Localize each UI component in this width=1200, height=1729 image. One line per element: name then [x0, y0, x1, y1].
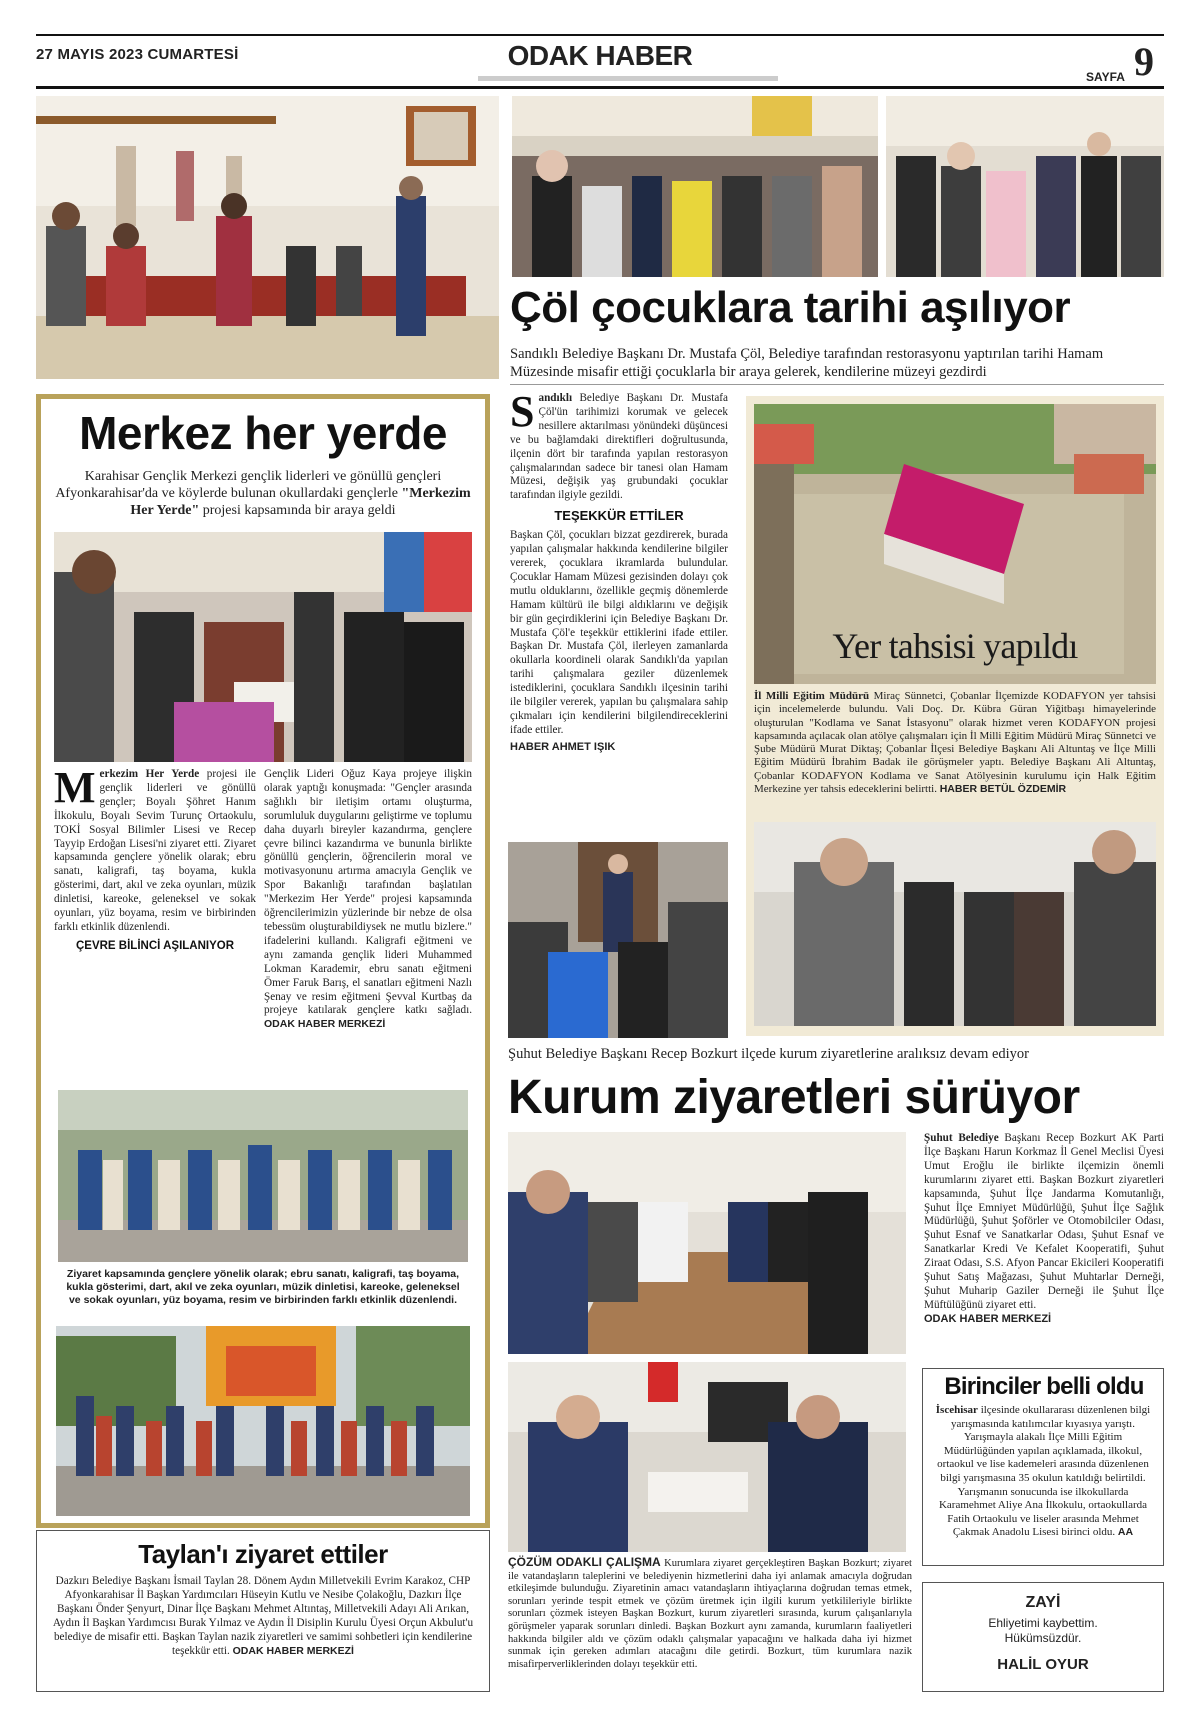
page-number: 9: [1134, 39, 1154, 84]
merkez-p2: Gençlik Lideri Oğuz Kaya projeye ilişkin olarak yaptığı konuşmada: "Gençler arasında sağlıklı bir iletişim ortamı oluşturma, sorumluluk duygularını geliştirme ve toplumu daha duyarlı bireyler kazandırma, gençlere çevre bilinci kazandırma ve bununla birlikte gönüllü gençlerin, öğrencilerin moral ve motivasyonunu artırma amacıyla Gençlik ve Spor Bakanlığı tarafından başlatılan "Merkezim Her Yerde" projesi kapsamında öğrencilerimizin yüzlerinde bir nebze de olsa tebessüm oluşturabildiysek ne mutlu bizlere." ifadelerini kullandı. Kaligrafi eğitmeni ve aynı zamanda gençlik lideri Muhammed Lokman Karademir, ebru sanatı eğitmeni Ömer Faruk Barış, el sanatları eğitmeni Nazlı Şenay ve resim eğitmeni Şevval Kurtbaş da projeye katılarak gençlere katkı sağladı.: [264, 768, 472, 1017]
col-subtitle: Sandıklı Belediye Başkanı Dr. Mustafa Çöl, Belediye tarafından restorasyonu yaptırılan tarihi Hamam Müzesinde misafir ettiği çocuklarla bir araya gelerek, kendilerine müzeyi gezdirdi: [510, 346, 1104, 380]
merkez-subtitle-quote: "Merkezim Her Yerde": [130, 486, 471, 518]
merkez-subtitle-part1: Karahisar Gençlik Merkezi gençlik liderleri ve gönüllü gençleri Afyonkarahisar'da ve köylerde bulunan okullardaki gençlerle: [55, 469, 442, 501]
merkez-dropcap: M: [54, 763, 96, 812]
merkez-byline: ODAK HABER MERKEZİ: [264, 1018, 386, 1031]
merkez-caption: Ziyaret kapsamında gençlere yönelik olarak; ebru sanatı, kaligrafi, taş boyama, kukla gösterimi, dart, akıl ve zeka oyunları, müzik dinletisi, kareoke, geleneksel ve sokak oyunları, yüz boyama, resim ve birbirinden farklı etkinlik düzenlendi.: [66, 1268, 460, 1306]
birinciler-lead: İscehisar: [935, 1404, 978, 1416]
birinciler-body: [932, 1404, 1154, 1540]
yer-officials-photo: [754, 822, 1156, 1026]
kurum-meeting-photo-2: [508, 1362, 906, 1552]
merkez-group-photo: [58, 1090, 468, 1262]
taylan-headline: Taylan'ı ziyaret ettiler: [138, 1539, 388, 1569]
col-p1: Belediye Başkanı Dr. Mustafa Çöl'ün tarihimizi korumak ve gelecek nesillere aktarılması yönündeki düşüncesi ve bu bağlamdaki direktifleri doğrultusunda, ilçenin dört bir tarafında yapılan restorasyon çalışmalarından sadece bir tanesi olan Hamam Müzesi, değişik yaş grubundaki çocuklar tarafından ilgiyle gezildi.: [510, 392, 728, 502]
kurum-byline: ODAK HABER MERKEZİ: [924, 1312, 1052, 1325]
merkez-outdoor-photo: [56, 1326, 470, 1516]
kurum-meeting-photo-1: [508, 1132, 906, 1354]
kurum-section-lead: ÇÖZÜM ODAKLI ÇALIŞMA: [508, 1555, 661, 1569]
yer-text: Miraç Sünnetci, Çobanlar İlçemizde KODAFYON yer tahsisi için incelemelerde bulundu. Vali Doç. Dr. Kübra Güran Yiğitbaşı himayelerinde oluşturulan "Kodlama ve Sanat İstasyonu" olarak hizmet veren KODAFYON projesi kapsamında açılacak olan atölye çalışmaları için İl Milli Eğitim Müdürü Miraç Sünnetci ve Şube Müdürü Murat Diktaş; Çobanlar İlçesi Belediye Başkanı Ali Altuntaş ve İlçe Milli Eğitim Müdürü İbrahim Badak ile görüşmeler yaptı. Belediye Başkanı Ali Altuntaş, Çobanlar KODAFYON Kodlama ve Sanat Atölyesinin kurulumu için Halk Eğitim Merkezine yer tahsis edeceklerini belirtti.: [754, 690, 1156, 796]
merkez-subtitle-part2: projesi kapsamında bir araya geldi: [199, 503, 396, 518]
birinciler-byline: AA: [1117, 1526, 1134, 1539]
zayi-text: Ehliyetimi kaybettim. Hükümsüzdür.: [988, 1616, 1098, 1645]
issue-date: 27 MAYIS 2023 CUMARTESİ: [36, 46, 239, 63]
merkez-activity-photo: [54, 532, 472, 762]
merkez-p1: projesi ile gençlik liderleri ve gönüllü gençler; Boyalı Şöhret Hanım İlkokulu, Boyalı Sevim Turunç Ortaokulu, TOKİ Sosyal Bilimler Lisesi ve Recep Tayyip Erdoğan Lisesi'ni ziyaret etti. Ziyaret kapsamında gençlere yönelik olarak; ebru sanatı, kaligrafi, taş boyama, kukla gösterimi, dart, akıl ve zeka oyunları, müzik dinletisi, kareoke, geleneksel ve sokak oyunları, yüz boyama, resim ve birbirinden farklı etkinlik düzenlendi.: [54, 768, 256, 933]
kurum-lead: Şuhut Belediye: [924, 1132, 999, 1144]
yer-lead: İl Milli Eğitim Müdürü: [754, 690, 870, 702]
kurum-section-body: [508, 1556, 912, 1671]
masthead-underline: [478, 76, 778, 81]
hamam-children-photo: [36, 96, 499, 379]
zayi-title: ZAYİ: [1025, 1594, 1061, 1611]
kurum-kicker: Şuhut Belediye Başkanı Recep Bozkurt ilçede kurum ziyaretlerine aralıksız devam ediyor: [508, 1046, 1030, 1062]
taylan-body: [48, 1574, 478, 1658]
yer-byline: HABER BETÜL ÖZDEMİR: [939, 783, 1067, 796]
page-label: SAYFA: [1086, 70, 1125, 84]
merkez-subtitle: [52, 468, 474, 519]
taylan-byline: ODAK HABER MERKEZİ: [232, 1645, 354, 1657]
yer-body: [754, 690, 1156, 796]
taylan-text: Dazkırı Belediye Başkanı İsmail Taylan 28. Dönem Aydın Milletvekili Evrim Karakoz, CHP Afyonkarahisar İl Başkan Yardımcıları Hüseyin Kutlu ve Nesibe Çolakoğlu, Dazkırı İlçe Başkanı Önder Şenyurt, Dinar İlçe Başkanı Mehmet Altıntaş, Milletvekili Adayı Ali Arıkan, Aydın İl Başkan Yardımcısı Burak Yılmaz ve Aydın İl Disiplin Kurulu Üyesi Orçun Akbulut'u belediye de misafir etti. Başkan Taylan nazik ziyaretleri ve samimi sohbetleri için kendilerine teşekkür etti.: [52, 1575, 474, 1657]
birinciler-text: ilçesinde okullararası düzenlenen bilgi yarışmasında katılımcılar kıyasıya yarıştı. Yarışmayla alakalı İlçe Milli Eğitim Müdürlüğünden yapılan açıklamada, ilkokul, ortaokul ve lise kademeleri arasında düzenlenen bilgi yarışmasına 35 okulun katıldığı belirtildi. Yarışmanın sonucunda ise ilkokullarda Karamehmet Aliye Ana İlkokulu, ortaokullarda Fatih Ortaokulu ve liseler arasında Mehmet Çakmak Anadolu Lisesi birinci oldu.: [937, 1404, 1151, 1539]
col-visit-photo: [508, 842, 728, 1038]
col-subhead: TEŞEKKÜR ETTİLER: [554, 508, 684, 524]
zayi-name: HALİL OYUR: [997, 1656, 1089, 1673]
col-headline: Çöl çocuklara tarihi aşılıyor: [510, 283, 1071, 332]
col-dropcap: S: [510, 387, 535, 436]
col-lead: andıklı: [538, 392, 573, 404]
merkez-lead: erkezim Her Yerde: [99, 768, 200, 780]
merkez-headline: Merkez her yerde: [79, 407, 447, 459]
col-body: [510, 387, 728, 755]
col-p2: Başkan Çöl, çocukları bizzat gezdirerek, burada yapılan çalışmalar hakkında kendilerine bilgiler vererek, çocuklara ikramlarda bulundular. Çocuklar Hamam Müzesi gezisinden dolayı çok mutlu olduklarını, özellikle geçmiş dönemlerde Hamam kültürü ile bilgi aldıklarını ve değişik bir gün geçirdiklerini için Belediye Başkanı Dr. Mustafa Çöl'e teşekkür ettiklerini ifade ettiler. Başkan Dr. Mustafa Çöl, ilerleyen zamanlarda okullarla koordineli olarak Sandıklı'da yapılan tarihi çalışmalara geziler düzenlemek istediklerini, çocuklara Sandıklı ilçesinin tarihi ile bilgiler vererek, yapılan bu çalışmalara sahip çıkmaları için kendilerini bilgilendireceklerini ifade ettiler.: [510, 529, 728, 736]
kurum-body: [924, 1132, 1164, 1327]
kurum-section-text: Kurumlara ziyaret gerçekleştiren Başkan Bozkurt; ziyaret ile vatandaşların taleplerini ve belediyenin hizmetlerini daha iyi anlamak amacıyla doğrudan etkileşimde bulunduğu. Ziyaretinin amacı vatandaşların ihtiyaçlarına doğrudan temas etmek, sorunları yerinde tespit etmek ve çözüm üretmek için ilgili kurum yetkilileriyle birlikte sorunları çözmek isteyen Başkan Bozkurt, kurum ziyaretleri sırasında, kurum çalışanlarıyla görüşmeler yaparak sorunları dinledi. Başkan Bozkurt aynı zamanda, kurumların faaliyetleri hakkında bilgiler aldı ve çözüm odaklı çalışmalar yapacağını ve halkada daha iyi hizmet sunmak için gereken adımları atacağını dile getirdi. Bozkurt, tüm kurumlara nazik misafirperverliklerinden dolayı teşekkür etti.: [508, 1558, 912, 1670]
merkez-body-col1: [54, 763, 256, 957]
merkez-body-col2: [264, 768, 472, 1032]
kurum-text: Başkanı Recep Bozkurt AK Parti İlçe Başkanı Harun Korkmaz İl Genel Meclisi Üyesi Umut Eroğlu ile birlikte ilçemizin önemli kurumlarını ziyaret etti. Başkan Bozkurt ziyaretleri kapsamında, Şuhut İlçe Jandarma Komutanlığı, Şuhut İlçe Emniyet Müdürlüğü, Şuhut İlçe Sağlık Müdürlüğü, Şuhut Şoförler ve Otomobilciler Odası, Şuhut Esnaf ve Sanatkarlar Odası, Şuhut Esnaf ve Sanatkarlar Kredi Ve Kefalet Kooperatifi, Şuhut Ziraat Odası, S.S. Afyon Pancar Ekicileri Kooperatifi Şuhut Satış Mağazası, Şuhut Muhtarlar Derneği, Şuhut Muharip Gaziler Derneği ile Şuhut İlçe Müftülüğünü ziyaret etti.: [924, 1132, 1164, 1311]
masthead: ODAK HABER: [507, 40, 693, 71]
hamam-group-photo-1: [512, 96, 878, 277]
birinciler-headline: Birinciler belli oldu: [944, 1373, 1144, 1400]
merkez-subhead: ÇEVRE BİLİNCİ AŞILANIYOR: [75, 939, 235, 952]
col-byline: HABER AHMET IŞIK: [510, 740, 616, 753]
yer-overlay-title: Yer tahsisi yapıldı: [832, 626, 1078, 666]
kurum-headline: Kurum ziyaretleri sürüyor: [508, 1071, 1080, 1124]
hamam-group-photo-2: [886, 96, 1164, 277]
